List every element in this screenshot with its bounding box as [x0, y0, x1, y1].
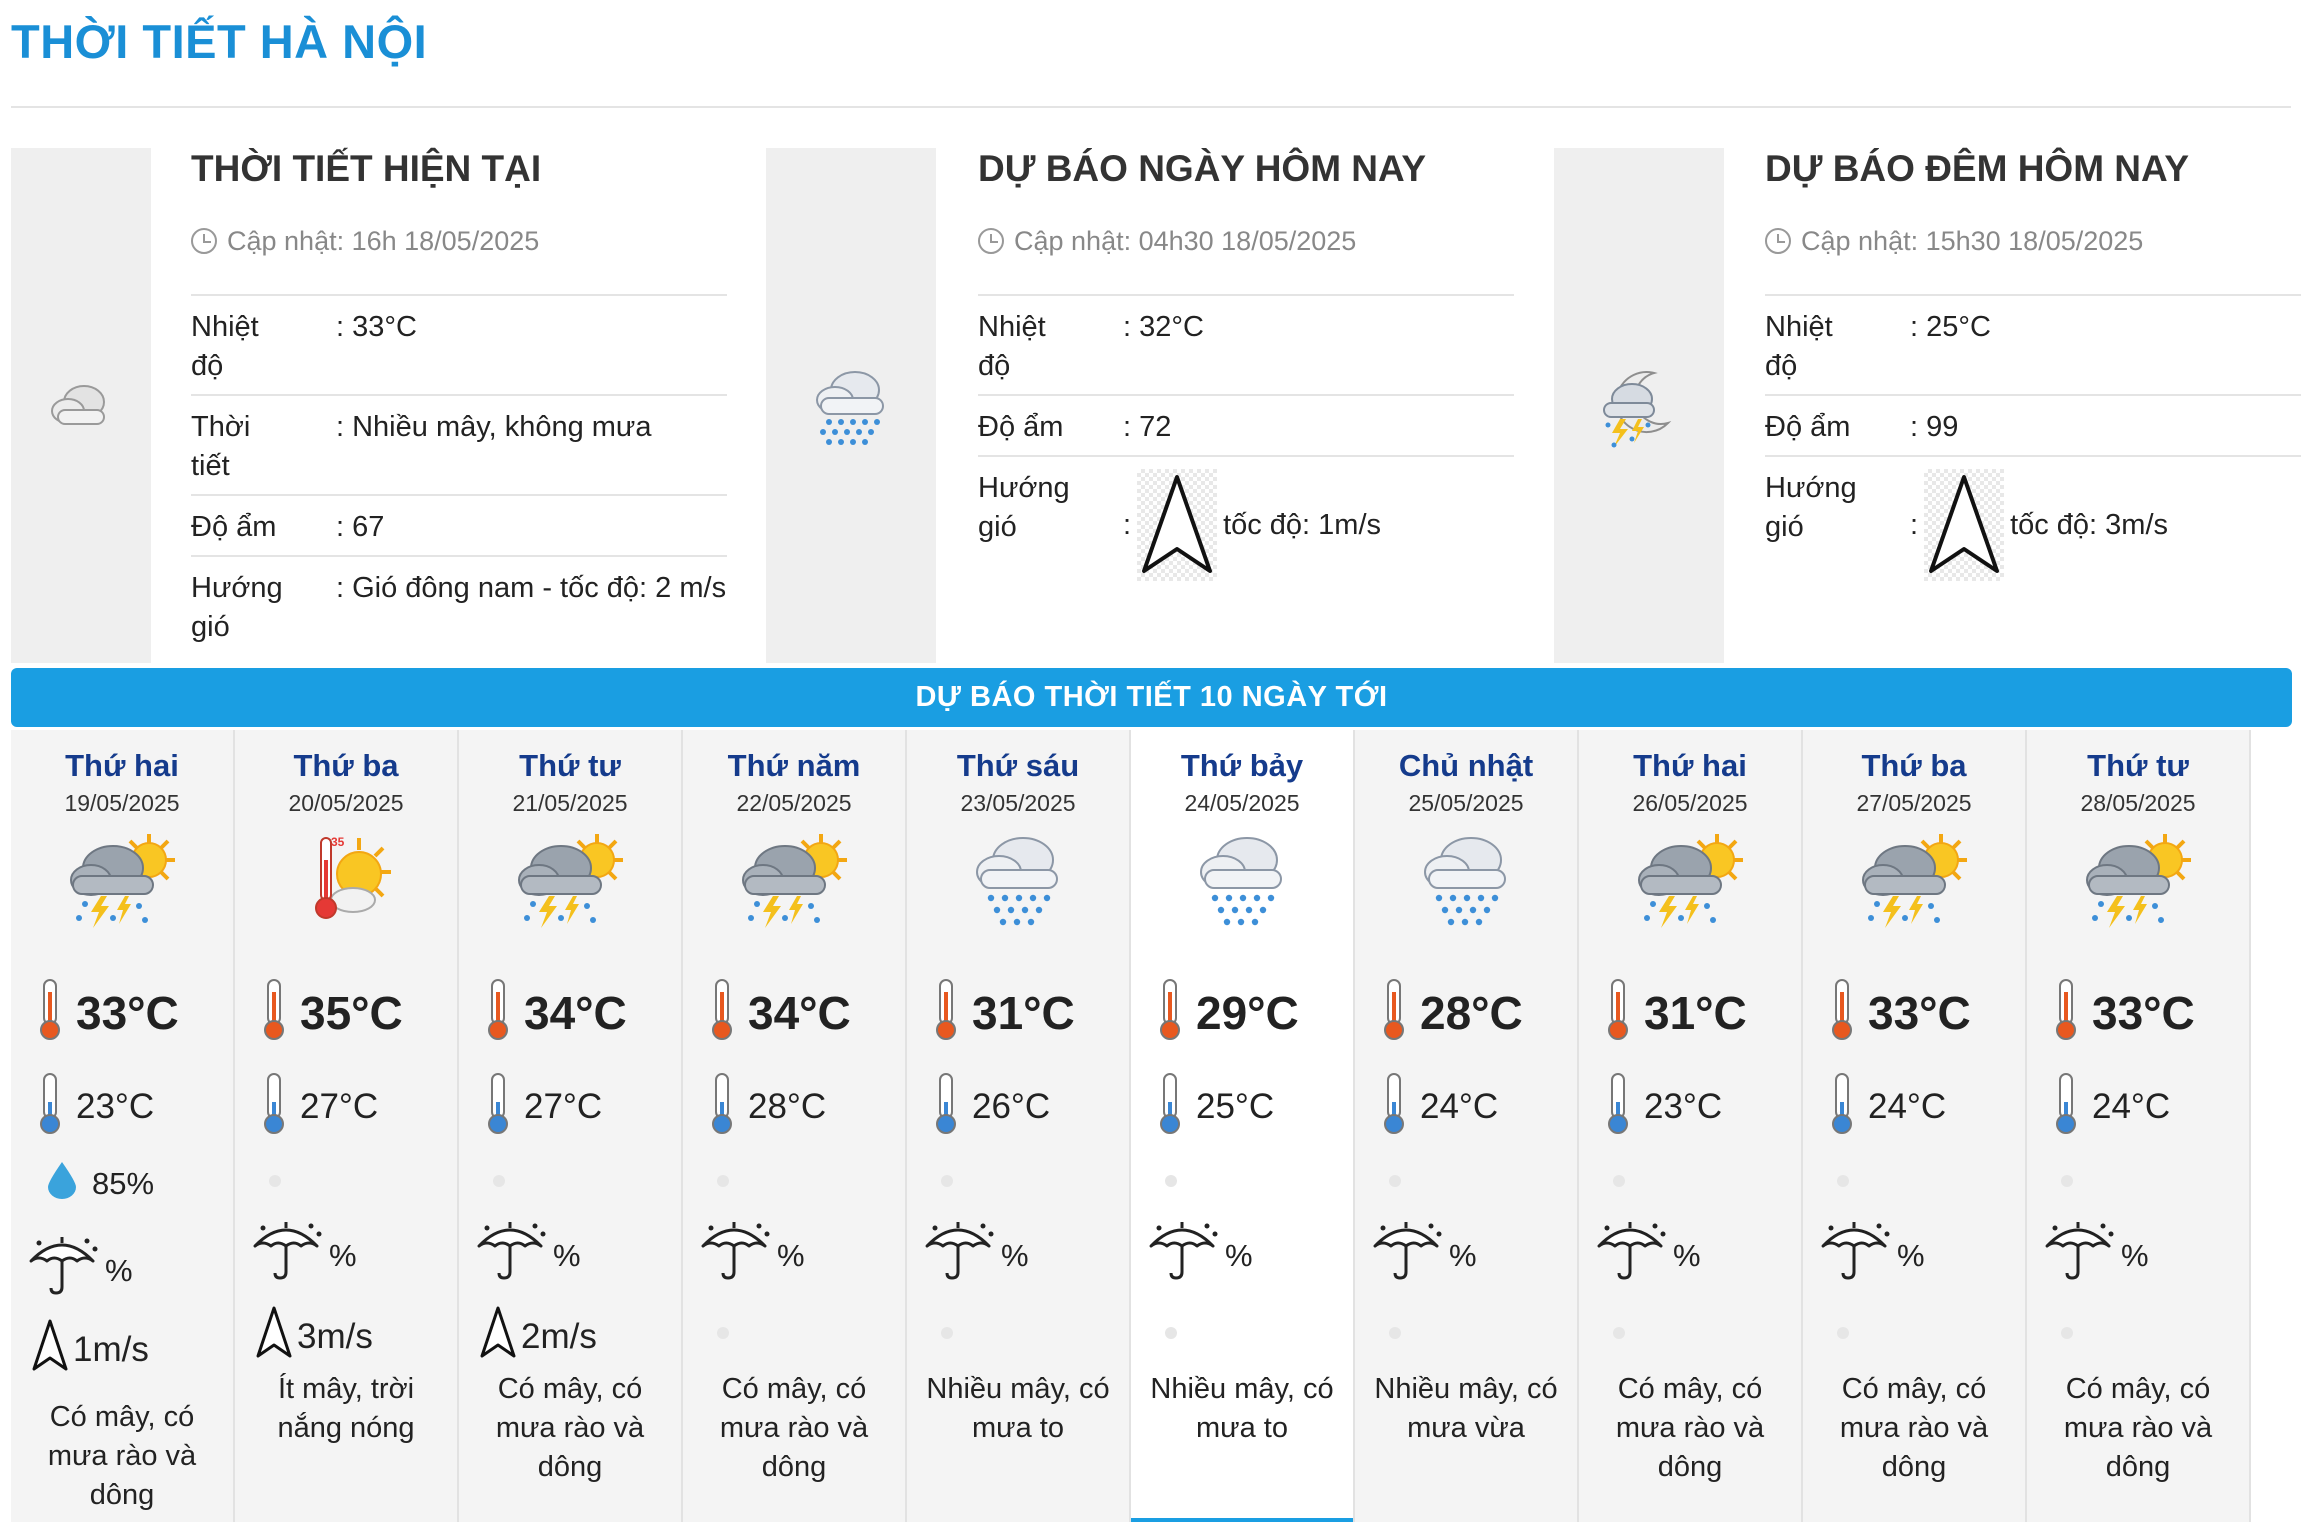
- day-name: Thứ năm: [727, 748, 861, 783]
- current-updated-text: Cập nhật: 16h 18/05/2025: [227, 225, 540, 256]
- forecast-day-2[interactable]: [235, 730, 459, 1522]
- row-value: : Gió đông nam - tốc độ: 2 m/s: [336, 572, 727, 604]
- umbrella-icon: [1147, 1220, 1221, 1290]
- thermometer-hot-icon: [708, 978, 736, 1047]
- wind-speed: tốc độ: 3m/s: [2010, 508, 2169, 541]
- placeholder-dot: [1613, 1175, 1625, 1187]
- umbrella-value: %: [1449, 1238, 1477, 1273]
- thermometer-hot-icon: [1828, 978, 1856, 1047]
- placeholder-dot: [1389, 1327, 1401, 1339]
- today-forecast-panel: [978, 148, 1514, 589]
- placeholder-dot: [2061, 1327, 2073, 1339]
- thermometer-cold-icon: [36, 1072, 64, 1141]
- clock-icon: [1765, 228, 1791, 254]
- min-temp: [260, 1072, 378, 1141]
- max-temp-value: 31°C: [972, 986, 1075, 1039]
- tonight-row-temp: [1765, 296, 2301, 396]
- thermometer-hot-icon: [932, 978, 960, 1047]
- umbrella-chance: [2043, 1220, 2149, 1290]
- min-temp: [1604, 1072, 1722, 1141]
- thermometer-cold-icon: [1828, 1072, 1856, 1141]
- forecast-day-5[interactable]: [907, 730, 1131, 1522]
- placeholder-dot: [717, 1175, 729, 1187]
- row-value: [1123, 469, 1514, 581]
- umbrella-value: %: [329, 1238, 357, 1273]
- thermometer-hot-icon: [36, 978, 64, 1047]
- forecast-day-9[interactable]: [1803, 730, 2027, 1522]
- thermometer-cold-icon: [484, 1072, 512, 1141]
- min-temp-value: 26°C: [972, 1086, 1051, 1126]
- thermometer-hot-icon: [1380, 978, 1408, 1047]
- umbrella-chance: [1819, 1220, 1925, 1290]
- day-date: 19/05/2025: [64, 790, 180, 816]
- rain-cloud-icon: [959, 830, 1079, 935]
- today-title: DỰ BÁO NGÀY HÔM NAY: [978, 148, 1427, 189]
- min-temp: [708, 1072, 826, 1141]
- min-temp-value: 23°C: [1644, 1086, 1723, 1126]
- cloud-icon: [46, 378, 116, 434]
- umbrella-icon: [1371, 1220, 1445, 1290]
- umbrella-value: %: [1897, 1238, 1925, 1273]
- night-storm-icon: [1594, 359, 1684, 453]
- wind-arrow-icon: [1924, 469, 2004, 581]
- row-value: [1910, 469, 2301, 581]
- current-title: THỜI TIẾT HIỆN TẠI: [191, 148, 542, 189]
- row-label: Độ ẩm: [1765, 411, 1851, 443]
- current-weather-panel: [191, 148, 727, 655]
- thermometer-cold-icon: [1156, 1072, 1184, 1141]
- thermometer-hot-icon: [484, 978, 512, 1047]
- rain-chance: [46, 1160, 154, 1208]
- max-temp: [36, 978, 179, 1047]
- current-row-humidity: [191, 496, 727, 557]
- max-temp-value: 29°C: [1196, 986, 1299, 1039]
- umbrella-chance: [475, 1220, 581, 1290]
- umbrella-chance: [1147, 1220, 1253, 1290]
- thermometer-cold-icon: [2052, 1072, 2080, 1141]
- thermometer-hot-icon: [1156, 978, 1184, 1047]
- umbrella-value: %: [1225, 1238, 1253, 1273]
- placeholder-dot: [1837, 1327, 1849, 1339]
- day-description: Nhiều mây, có mưa to: [926, 1373, 1110, 1444]
- wind-arrow-icon: [31, 1318, 69, 1381]
- min-temp-value: 28°C: [748, 1086, 827, 1126]
- max-temp: [1828, 978, 1971, 1047]
- min-temp: [484, 1072, 602, 1141]
- row-label: Nhiệt độ: [191, 311, 259, 382]
- day-date: 26/05/2025: [1632, 790, 1748, 816]
- umbrella-value: %: [2121, 1238, 2149, 1273]
- row-label: Thời tiết: [191, 411, 251, 482]
- wind-speed-value: 1m/s: [73, 1329, 149, 1369]
- min-temp: [932, 1072, 1050, 1141]
- max-temp-value: 34°C: [524, 986, 627, 1039]
- row-label: Hướng gió: [1765, 472, 1857, 543]
- umbrella-value: %: [777, 1238, 805, 1273]
- thermometer-hot-icon: [2052, 978, 2080, 1047]
- min-temp: [36, 1072, 154, 1141]
- min-temp-value: 24°C: [2092, 1086, 2171, 1126]
- day-name: Thứ ba: [1861, 748, 1967, 783]
- row-value: : 72: [1123, 411, 1172, 443]
- current-row-weather: [191, 396, 727, 496]
- min-temp-value: 27°C: [300, 1086, 379, 1126]
- sun-storm-icon: [1631, 830, 1751, 935]
- umbrella-icon: [2043, 1220, 2117, 1290]
- day-date: 25/05/2025: [1408, 790, 1524, 816]
- sun-storm-icon: [735, 830, 855, 935]
- row-prefix: :: [1123, 508, 1132, 541]
- umbrella-icon: [27, 1235, 101, 1305]
- day-description: Có mây, có mưa rào và dông: [47, 1401, 197, 1511]
- row-label: Nhiệt độ: [1765, 311, 1833, 382]
- placeholder-dot: [493, 1175, 505, 1187]
- today-row-humidity: [978, 396, 1514, 457]
- wind-speed: tốc độ: 1m/s: [1223, 508, 1382, 541]
- day-description: Có mây, có mưa rào và dông: [1839, 1373, 1989, 1483]
- day-date: 20/05/2025: [288, 790, 404, 816]
- placeholder-dot: [941, 1175, 953, 1187]
- sun-storm-icon: [2079, 830, 2199, 935]
- max-temp-value: 33°C: [2092, 986, 2195, 1039]
- row-value: : 32°C: [1123, 311, 1204, 343]
- umbrella-chance: [1371, 1220, 1477, 1290]
- row-label: Hướng gió: [191, 572, 283, 643]
- placeholder-dot: [1165, 1327, 1177, 1339]
- day-date: 27/05/2025: [1856, 790, 1972, 816]
- forecast-day-10[interactable]: [2027, 730, 2251, 1522]
- rain-cloud-icon: [809, 364, 893, 448]
- umbrella-chance: [1595, 1220, 1701, 1290]
- max-temp: [484, 978, 627, 1047]
- day-date: 22/05/2025: [736, 790, 852, 816]
- sun-storm-icon: [63, 830, 183, 935]
- max-temp-value: 35°C: [300, 986, 403, 1039]
- page-title: THỜI TIẾT HÀ NỘI: [11, 15, 428, 68]
- forecast-day-3[interactable]: [459, 730, 683, 1522]
- max-temp: [1156, 978, 1299, 1047]
- current-rows: [191, 294, 727, 655]
- forecast-day-7[interactable]: [1355, 730, 1579, 1522]
- row-value: : 25°C: [1910, 311, 1991, 343]
- rain-cloud-icon: [1407, 830, 1527, 935]
- day-description: Có mây, có mưa rào và dông: [1615, 1373, 1765, 1483]
- current-row-temp: [191, 296, 727, 396]
- day-name: Thứ bảy: [1180, 748, 1304, 783]
- placeholder-dot: [717, 1327, 729, 1339]
- umbrella-chance: [923, 1220, 1029, 1290]
- title-divider: [11, 106, 2291, 108]
- wind-speed: [31, 1318, 149, 1381]
- umbrella-value: %: [105, 1253, 133, 1288]
- thermometer-hot-icon: [260, 978, 288, 1047]
- day-description: Nhiều mây, có mưa vừa: [1374, 1373, 1558, 1444]
- wind-speed: [255, 1305, 373, 1368]
- current-icon-box: [11, 148, 151, 663]
- day-date: 28/05/2025: [2080, 790, 2196, 816]
- thermometer-cold-icon: [1604, 1072, 1632, 1141]
- max-temp: [260, 978, 403, 1047]
- umbrella-chance: [27, 1235, 133, 1305]
- day-name: Thứ tư: [519, 748, 621, 783]
- row-value: : 99: [1910, 411, 1959, 443]
- sun-storm-icon: [1855, 830, 1975, 935]
- tonight-icon-box: [1554, 148, 1724, 663]
- umbrella-icon: [1595, 1220, 1669, 1290]
- thermometer-cold-icon: [260, 1072, 288, 1141]
- forecast-day-1[interactable]: [11, 730, 235, 1522]
- placeholder-dot: [2061, 1175, 2073, 1187]
- tonight-row-humidity: [1765, 396, 2301, 457]
- min-temp-value: 23°C: [76, 1086, 155, 1126]
- thermometer-cold-icon: [932, 1072, 960, 1141]
- today-row-wind: [978, 457, 1514, 589]
- umbrella-value: %: [1673, 1238, 1701, 1273]
- row-label: Hướng gió: [978, 472, 1070, 543]
- forecast-day-4[interactable]: [683, 730, 907, 1522]
- row-label: Độ ẩm: [978, 411, 1064, 443]
- today-row-temp: [978, 296, 1514, 396]
- current-row-wind: [191, 557, 727, 655]
- tonight-rows: [1765, 294, 2301, 589]
- placeholder-dot: [1613, 1327, 1625, 1339]
- thermometer-cold-icon: [1380, 1072, 1408, 1141]
- umbrella-icon: [475, 1220, 549, 1290]
- day-name: Chủ nhật: [1398, 748, 1534, 783]
- svg-text:35: 35: [331, 835, 345, 849]
- tonight-updated: [1765, 224, 2301, 258]
- day-description: Có mây, có mưa rào và dông: [2063, 1373, 2213, 1483]
- sun-storm-icon: [511, 830, 631, 935]
- row-prefix: :: [1910, 508, 1919, 541]
- row-label: Độ ẩm: [191, 511, 277, 543]
- tonight-row-wind: [1765, 457, 2301, 589]
- max-temp: [1380, 978, 1523, 1047]
- umbrella-chance: [251, 1220, 357, 1290]
- max-temp-value: 31°C: [1644, 986, 1747, 1039]
- row-value: : 67: [336, 511, 385, 543]
- wind-speed: [479, 1305, 597, 1368]
- tonight-updated-text: Cập nhật: 15h30 18/05/2025: [1801, 225, 2144, 256]
- wind-speed-value: 3m/s: [297, 1316, 373, 1356]
- row-value: : 33°C: [336, 311, 417, 343]
- min-temp: [1380, 1072, 1498, 1141]
- wind-speed-value: 2m/s: [521, 1316, 597, 1356]
- today-updated: [978, 224, 1514, 258]
- row-value: : Nhiều mây, không mưa: [336, 411, 652, 443]
- forecast-days: [11, 730, 2251, 1522]
- hot-sun-icon: [287, 830, 407, 935]
- min-temp-value: 25°C: [1196, 1086, 1275, 1126]
- wind-arrow-icon: [1137, 469, 1217, 581]
- min-temp: [1828, 1072, 1946, 1141]
- day-description: Nhiều mây, có mưa to: [1150, 1373, 1334, 1444]
- water-drop-icon: [46, 1160, 78, 1208]
- placeholder-dot: [1389, 1175, 1401, 1187]
- day-date: 23/05/2025: [960, 790, 1076, 816]
- clock-icon: [191, 228, 217, 254]
- min-temp-value: 24°C: [1868, 1086, 1947, 1126]
- umbrella-icon: [1819, 1220, 1893, 1290]
- wind-arrow-icon: [255, 1305, 293, 1368]
- min-temp-value: 27°C: [524, 1086, 603, 1126]
- forecast-day-6[interactable]: [1131, 730, 1355, 1522]
- day-date: 21/05/2025: [512, 790, 628, 816]
- tonight-forecast-panel: [1765, 148, 2301, 589]
- max-temp: [2052, 978, 2195, 1047]
- min-temp-value: 24°C: [1420, 1086, 1499, 1126]
- min-temp: [2052, 1072, 2170, 1141]
- day-date: 24/05/2025: [1184, 790, 1300, 816]
- max-temp-value: 33°C: [76, 986, 179, 1039]
- row-label: Nhiệt độ: [978, 311, 1046, 382]
- max-temp: [932, 978, 1075, 1047]
- max-temp: [1604, 978, 1747, 1047]
- current-updated: [191, 224, 727, 258]
- tonight-title: DỰ BÁO ĐÊM HÔM NAY: [1765, 148, 2190, 189]
- placeholder-dot: [269, 1175, 281, 1187]
- day-name: Thứ tư: [2087, 748, 2189, 783]
- umbrella-icon: [251, 1220, 325, 1290]
- today-updated-text: Cập nhật: 04h30 18/05/2025: [1014, 225, 1357, 256]
- max-temp-value: 28°C: [1420, 986, 1523, 1039]
- umbrella-value: %: [553, 1238, 581, 1273]
- placeholder-dot: [1837, 1175, 1849, 1187]
- placeholder-dot: [941, 1327, 953, 1339]
- day-name: Thứ hai: [1633, 748, 1747, 783]
- day-description: Ít mây, trời nắng nóng: [277, 1373, 415, 1444]
- forecast-day-8[interactable]: [1579, 730, 1803, 1522]
- day-name: Thứ ba: [293, 748, 399, 783]
- day-name: Thứ hai: [65, 748, 179, 783]
- wind-arrow-icon: [479, 1305, 517, 1368]
- umbrella-chance: [699, 1220, 805, 1290]
- clock-icon: [978, 228, 1004, 254]
- day-description: Có mây, có mưa rào và dông: [719, 1373, 869, 1483]
- day-name: Thứ sáu: [956, 748, 1080, 783]
- min-temp: [1156, 1072, 1274, 1141]
- umbrella-value: %: [1001, 1238, 1029, 1273]
- max-temp-value: 34°C: [748, 986, 851, 1039]
- max-temp: [708, 978, 851, 1047]
- max-temp-value: 33°C: [1868, 986, 1971, 1039]
- thermometer-hot-icon: [1604, 978, 1632, 1047]
- thermometer-cold-icon: [708, 1072, 736, 1141]
- forecast-heading: DỰ BÁO THỜI TIẾT 10 NGÀY TỚI: [11, 668, 2292, 727]
- today-rows: [978, 294, 1514, 589]
- placeholder-dot: [1165, 1175, 1177, 1187]
- umbrella-icon: [923, 1220, 997, 1290]
- today-icon-box: [766, 148, 936, 663]
- rain-chance-value: 85%: [92, 1166, 155, 1201]
- day-description: Có mây, có mưa rào và dông: [495, 1373, 645, 1483]
- rain-cloud-icon: [1183, 830, 1303, 935]
- umbrella-icon: [699, 1220, 773, 1290]
